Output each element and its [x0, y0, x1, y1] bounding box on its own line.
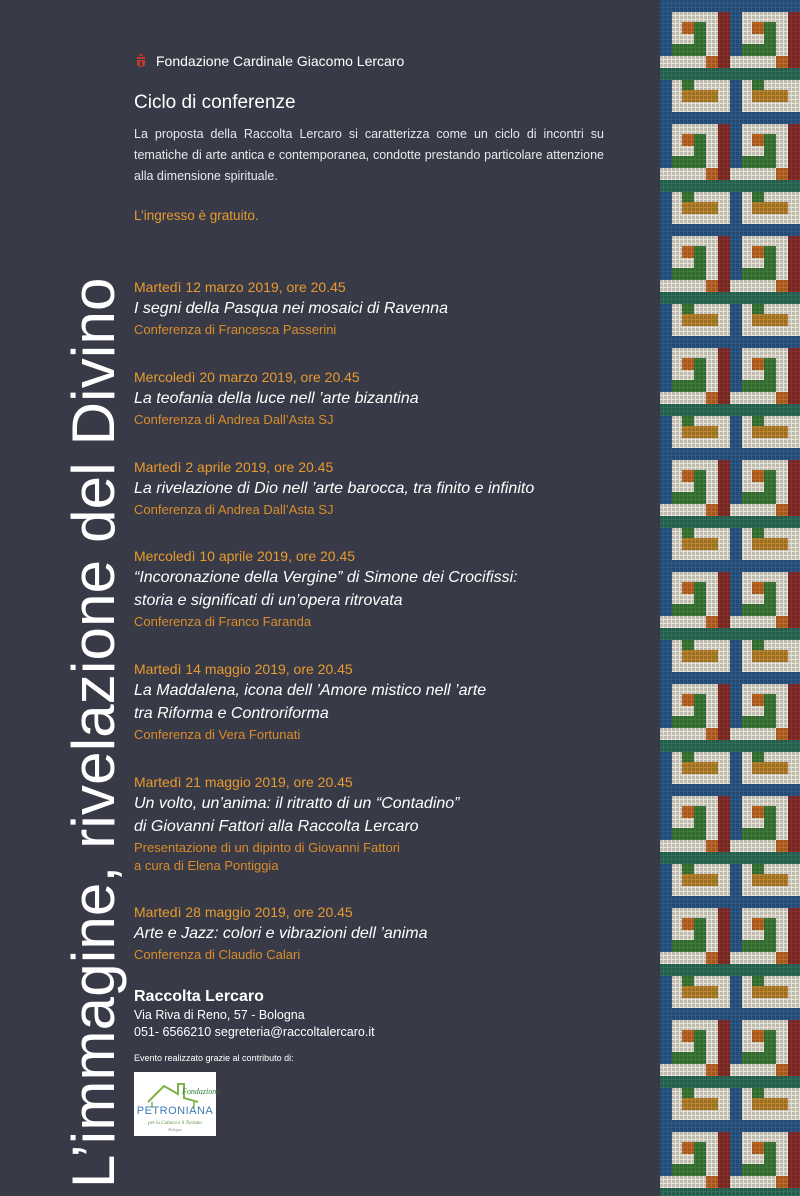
event-title: tra Riforma e Controriforma — [134, 705, 329, 722]
sponsor-logo-text-sub: per la Cultura e il Turismo — [148, 1121, 202, 1126]
sponsor-label: Evento realizzato grazie al contributo di: — [134, 1053, 294, 1063]
event-date: Martedì 21 maggio 2019, ore 20.45 — [134, 774, 353, 790]
event-speaker: Conferenza di Franco Faranda — [134, 614, 312, 629]
sponsor-logo — [134, 1072, 220, 1136]
event-title: di Giovanni Fattori alla Raccolta Lercaro — [134, 818, 419, 835]
venue-name: Raccolta Lercaro — [134, 988, 264, 1005]
event-title: storia e significati di un’opera ritrovata — [134, 592, 403, 609]
event-speaker: Conferenza di Claudio Calari — [134, 947, 301, 962]
event-item — [134, 903, 624, 964]
event-date: Martedì 2 aprile 2019, ore 20.45 — [134, 459, 334, 475]
cycle-title: Ciclo di conferenze — [134, 92, 296, 113]
sponsor-logo-graphic — [134, 1072, 220, 1136]
event-title: La rivelazione di Dio nell ’arte barocca, tra finito e infinito — [134, 480, 535, 497]
venue-contact: 051- 6566210 segreteria@raccoltalercaro.it — [134, 1025, 375, 1039]
event-item — [134, 773, 624, 875]
event-title: La teofania della luce nell ’arte bizantina — [134, 390, 419, 407]
event-speaker: Conferenza di Andrea Dall’Asta SJ — [134, 502, 334, 517]
event-date: Mercoledì 20 marzo 2019, ore 20.45 — [134, 369, 360, 385]
poster-title: L’immagine, rivelazione del Divino — [60, 277, 127, 1188]
event-title: “Incoronazione della Vergine” di Simone dei Crocifissi: — [134, 569, 518, 586]
event-title: Un volto, un’anima: il ritratto di un “Contadino” — [134, 795, 460, 812]
event-item — [134, 458, 624, 519]
free-entry-note: L’ingresso è gratuito. — [134, 208, 259, 223]
sponsor-logo-text-top: Fondazione — [182, 1087, 220, 1096]
event-title: La Maddalena, icona dell ’Amore mistico nell ’arte — [134, 682, 487, 699]
event-title: I segni della Pasqua nei mosaici di Ravenna — [134, 300, 448, 317]
event-item — [134, 278, 624, 339]
event-speaker: Presentazione di un dipinto di Giovanni Fattori — [134, 840, 400, 855]
event-item — [134, 660, 624, 744]
event-title: Arte e Jazz: colori e vibrazioni dell ’anima — [134, 925, 428, 942]
foundation-header — [134, 52, 404, 70]
foundation-crest-icon — [134, 52, 148, 70]
event-date: Martedì 14 maggio 2019, ore 20.45 — [134, 661, 353, 677]
event-date: Martedì 12 marzo 2019, ore 20.45 — [134, 279, 346, 295]
event-speaker: Conferenza di Francesca Passerini — [134, 322, 337, 337]
event-speaker: a cura di Elena Pontiggia — [134, 858, 279, 873]
event-speaker: Conferenza di Vera Fortunati — [134, 727, 301, 742]
event-speaker: Conferenza di Andrea Dall’Asta SJ — [134, 412, 334, 427]
event-date: Martedì 28 maggio 2019, ore 20.45 — [134, 904, 353, 920]
sponsor-logo-text-city: Bologna — [168, 1127, 182, 1132]
event-item — [134, 547, 624, 631]
event-item — [134, 368, 624, 429]
intro-text: La proposta della Raccolta Lercaro si caratterizza come un ciclo di incontri su tematiche di arte antica e contemporanea, condotte prestando particolare attenzione alla dimensione spirituale. — [134, 127, 604, 183]
mosaic-border-image — [660, 0, 800, 1196]
sponsor-logo-text-main: PETRONIANA — [136, 1105, 214, 1117]
event-date: Mercoledì 10 aprile 2019, ore 20.45 — [134, 548, 356, 564]
venue-block — [134, 987, 375, 1041]
foundation-name: Fondazione Cardinale Giacomo Lercaro — [156, 53, 405, 69]
venue-address: Via Riva di Reno, 57 - Bologna — [134, 1008, 305, 1022]
